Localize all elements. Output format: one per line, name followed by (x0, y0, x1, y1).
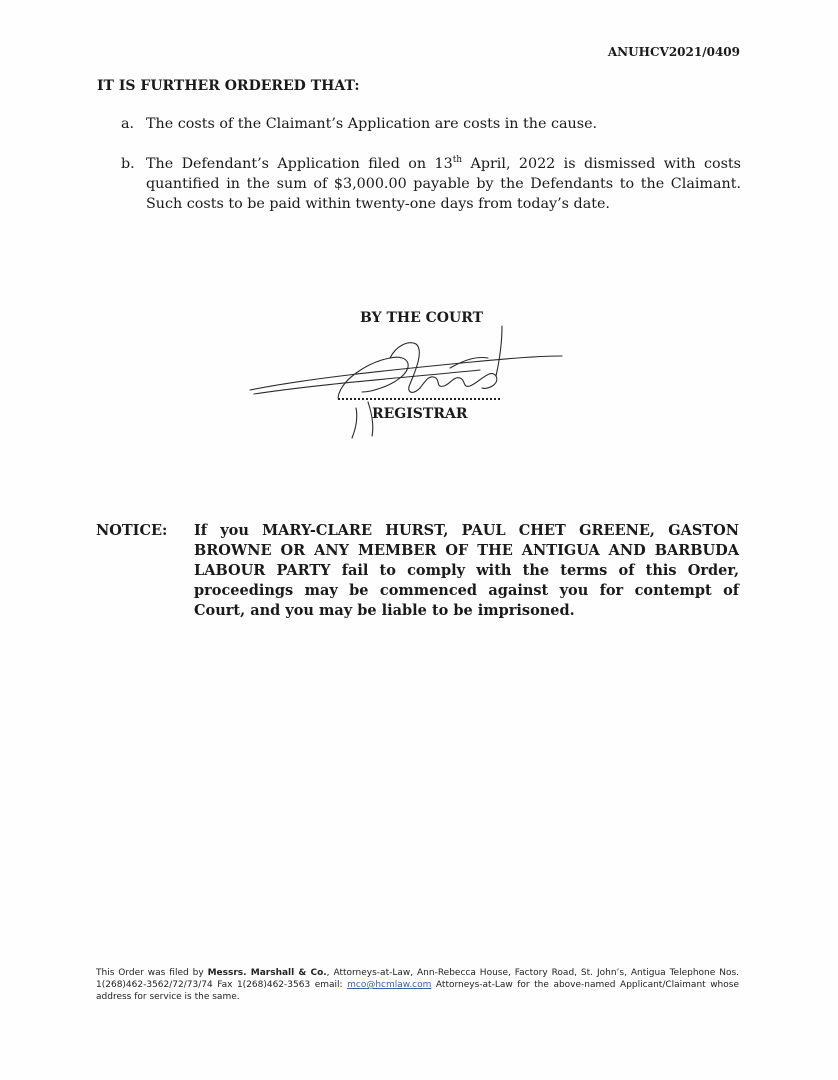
registrar-label: REGISTRAR (372, 406, 468, 422)
filing-footer (96, 967, 739, 1003)
order-heading: IT IS FURTHER ORDERED THAT: (97, 78, 360, 94)
notice-text: If you MARY-CLARE HURST, PAUL CHET GREENE, GASTON BROWNE OR ANY MEMBER OF THE ANTIGUA AND BARBUDA LABOUR PARTY fail to comply with the terms of this Order, proceedings may be commenced against you for contempt of Court, and you may be liable to be imprisoned. (194, 522, 739, 619)
notice-label: NOTICE: (96, 522, 168, 539)
order-item-text: The costs of the Claimant’s Application are costs in the cause. (146, 116, 598, 132)
footer-text: , Attorneys-at-Law, Ann-Rebecca House, Factory Road, St. John’s, Antigua Telephone Nos. 1(268)462-3562/72/73/74 Fax 1(268)462-3563 email: (96, 968, 740, 990)
order-item-label: a. (121, 116, 135, 132)
order-item-b (121, 154, 741, 214)
footer-text: Attorneys-at-Law for the above-named Applicant/Claimant whose address for service is the same. (96, 980, 739, 1002)
footer-text: This Order was filed by (96, 968, 208, 978)
footer-email-link[interactable]: mco@hcmlaw.com (347, 980, 432, 990)
by-the-court-label: BY THE COURT (360, 310, 483, 326)
order-item-label: b. (121, 156, 135, 172)
order-item-a (121, 114, 741, 134)
footer-firm-name: Messrs. Marshall & Co. (207, 968, 327, 978)
order-item-text (146, 154, 741, 214)
case-number: ANUHCV2021/0409 (607, 45, 740, 59)
signature-dotted-line (338, 398, 500, 400)
order-text-part: The Defendant’s Application filed on 13 (146, 156, 453, 172)
order-text-superscript: th (452, 155, 463, 166)
registrar-signature (240, 318, 570, 443)
order-text-part: April, 2022 is dismissed with costs quantified in the sum of $3,000.00 payable by the Defendants to the Claimant. Such costs to be paid within twenty-one days from today’s date. (146, 156, 741, 212)
